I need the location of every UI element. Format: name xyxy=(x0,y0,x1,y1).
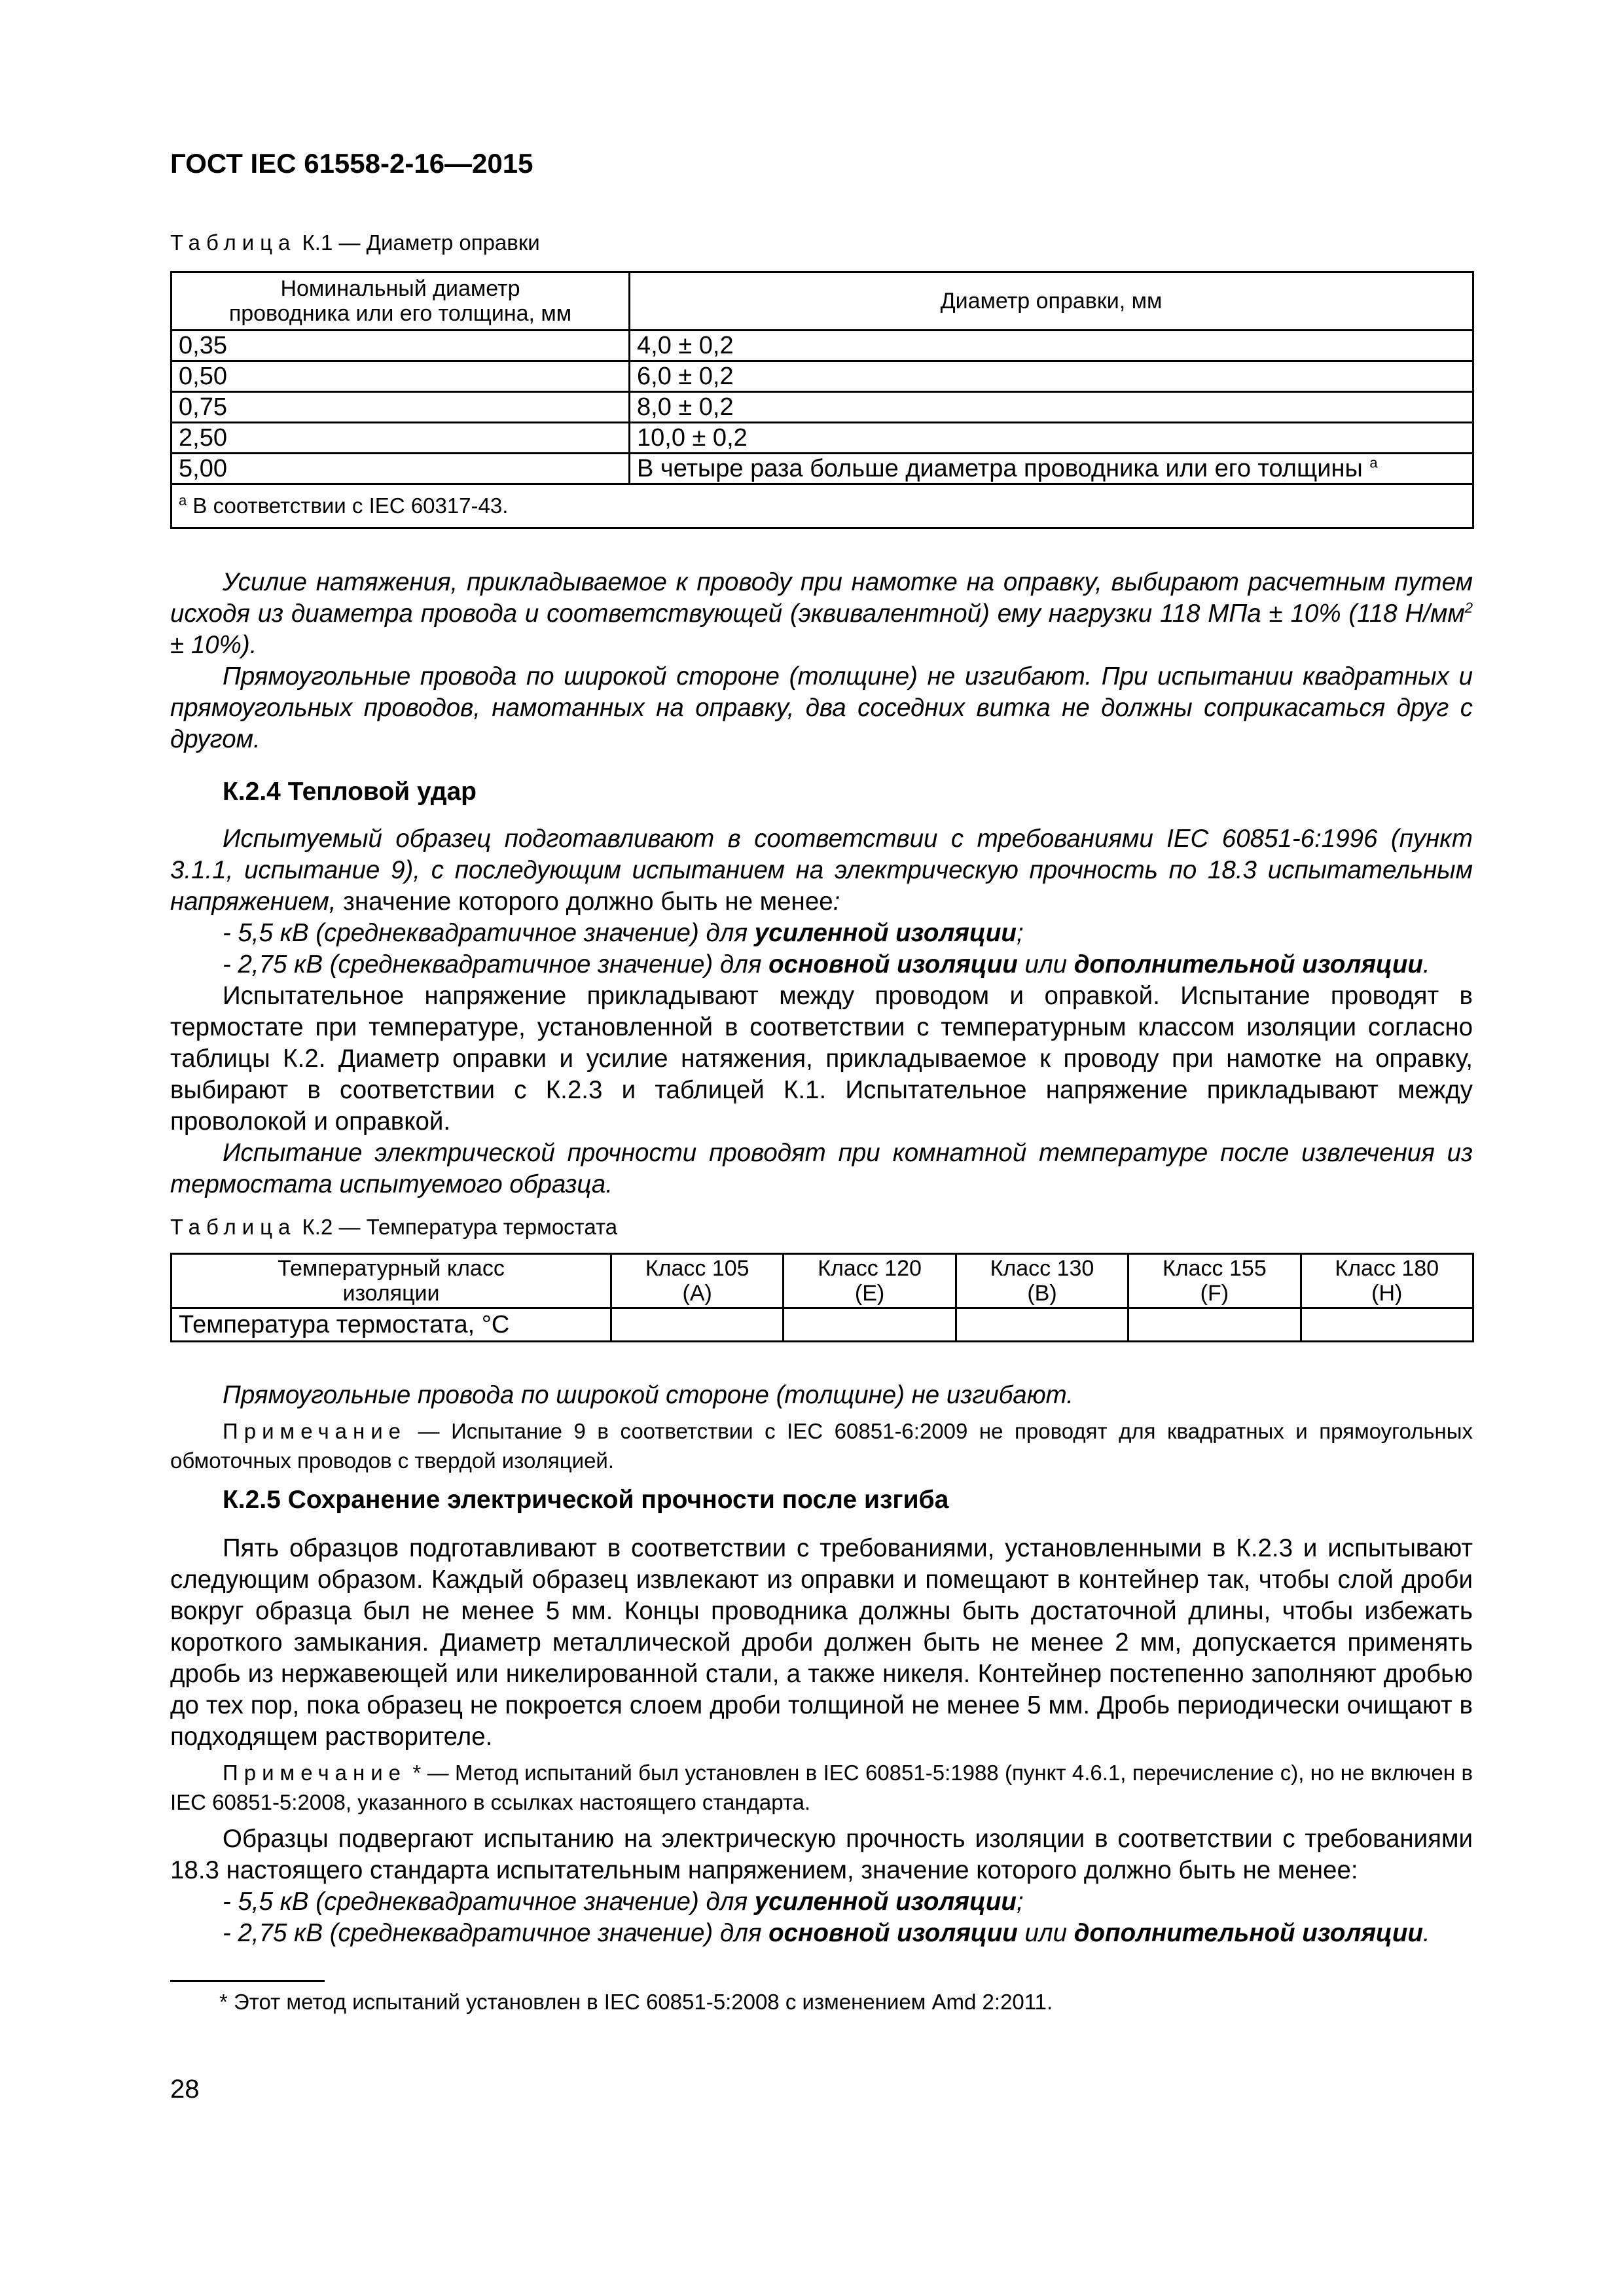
list-item: - 5,5 кВ (среднеквадратичное значение) для усиленной изоляции; xyxy=(223,1888,1024,1916)
table1-footnote: $^a$ В соответствии с IEC 60317-43. xyxy=(171,484,1473,528)
table-cell: 6,0 ± 0,2 xyxy=(630,361,1473,392)
list-item: - 2,75 кВ (среднеквадратичное значение) для основной изоляции или дополнительной изоляции. xyxy=(223,1919,1430,1947)
table2-header-class: Класс 105 (А) xyxy=(611,1254,784,1308)
table-row xyxy=(171,392,1473,423)
table-row xyxy=(171,1308,1473,1342)
paragraph-rectangular-wires: Прямоугольные провода по широкой стороне (толщине) не изгибают. При испытании квадратных и прямоугольных проводов, намотанных на оправку, два соседних витка не должны соприкасаться друг с другом. xyxy=(170,662,1473,753)
table-cell xyxy=(956,1308,1128,1342)
table2-header-class: Класс 130 (В) xyxy=(956,1254,1128,1308)
table-cell: 0,50 xyxy=(171,361,630,392)
table-row xyxy=(171,361,1473,392)
paragraph-k24-room-temp: Испытание электрической прочности проводят при комнатной температуре после извлечения из термостата испытуемого образца. xyxy=(170,1139,1473,1198)
footnote: * Этот метод испытаний установлен в IEC 60851-5:2008 с изменением Amd 2:2011. xyxy=(219,1990,1053,2014)
footnote-separator xyxy=(170,1980,325,1982)
list-item: - 5,5 кВ (среднеквадратичное значение) для усиленной изоляции; xyxy=(223,919,1024,947)
table1-header-col1: Номинальный диаметр проводника или его толщина, мм xyxy=(171,272,630,331)
table2-caption-word: Таблица xyxy=(170,1215,297,1239)
list-item: - 2,75 кВ (среднеквадратичное значение) для основной изоляции или дополнительной изоляции. xyxy=(223,950,1430,978)
table2-caption-title: К.2 — Температура термостата xyxy=(296,1215,618,1239)
table2-caption xyxy=(170,1215,617,1240)
paragraph-k24-intro: Испытуемый образец подготавливают в соответствии с требованиями IEC 60851-6:1996 (пункт 3.1.1, испытание 9), с последующим испытанием на электрическую прочность по 18.3 испытательным напряжением, значение которого должно быть не менее: xyxy=(170,825,1473,916)
table1-caption-word: Таблица xyxy=(170,230,297,255)
table-mandrel-diameter xyxy=(170,271,1474,529)
paragraph-tension-force: Усилие натяжения, прикладываемое к проводу при намотке на оправку, выбирают расчетным путем исходя из диаметра провода и соответствующей (эквивалентной) ему нагрузки 118 МПа ± 10% (118 $Н/мм^2 \pm 10\%$). xyxy=(170,568,1473,659)
table2-row-label: Температура термостата, °С xyxy=(171,1308,611,1342)
table1-caption xyxy=(170,230,540,255)
note-method: Примечание * — Метод испытаний был установлен в IEC 60851-5:1988 (пункт 4.6.1, перечисление с), но не включен в IEC 60851-5:2008, указанного в ссылках настоящего стандарта. xyxy=(170,1761,1473,1814)
table-thermostat-temperature xyxy=(170,1253,1474,1342)
section-heading-k24: К.2.4 Тепловой удар xyxy=(223,778,477,806)
table-cell xyxy=(784,1308,956,1342)
footnote-mark: a xyxy=(1369,454,1378,471)
table1-header-col2: Диаметр оправки, мм xyxy=(630,272,1473,331)
table-cell: 0,75 xyxy=(171,392,630,423)
paragraph-k25-test: Образцы подвергают испытанию на электрическую прочность изоляции в соответствии с требованиями 18.3 настоящего стандарта испытательным напряжением, значение которого должно быть не менее: xyxy=(170,1825,1473,1884)
table-cell: 5,00 xyxy=(171,454,630,484)
document-header: ГОСТ IEC 61558-2-16—2015 xyxy=(170,148,533,179)
table-cell: В четыре раза больше диаметра проводника или его толщины $^a$ xyxy=(630,454,1473,484)
section-heading-k25: К.2.5 Сохранение электрической прочности после изгиба xyxy=(223,1486,949,1514)
paragraph-k24-test: Испытательное напряжение прикладывают между проводом и оправкой. Испытание проводят в термостате при температуре, установленной в соответствии с температурным классом изоляции согласно таблицы К.2. Диаметр оправки и усилие натяжения, прикладываемое к проводу при намотке на оправку, выбирают в соответствии с К.2.3 и таблицей К.1. Испытательное напряжение прикладывают между проволокой и оправкой. xyxy=(170,982,1473,1136)
table-row xyxy=(171,423,1473,454)
table2-header-col1: Температурный класс изоляции xyxy=(171,1254,611,1308)
table1-caption-title: К.1 — Диаметр оправки xyxy=(296,230,540,255)
table-cell xyxy=(1128,1308,1301,1342)
note-test9: Примечание — Испытание 9 в соответствии с IEC 60851-6:2009 не проводят для квадратных и прямоугольных обмоточных проводов с твердой изоляцией. xyxy=(170,1419,1473,1473)
paragraph-k25-procedure: Пять образцов подготавливают в соответствии с требованиями, установленными в К.2.3 и испытывают следующим образом. Каждый образец извлекают из оправки и помещают в контейнер так, чтобы слой дроби вокруг образца был не менее 5 мм. Концы проводника должны быть достаточной длины, чтобы избежать короткого замыкания. Диаметр металлической дроби должен быть не менее 2 мм, допускается применять дробь из нержавеющей или никелированной стали, а также никеля. Контейнер постепенно заполняют дробью до тех пор, пока образец не покроется слоем дроби толщиной не менее 5 мм. Дробь периодически очищают в подходящем растворителе. xyxy=(170,1534,1473,1751)
table2-header-class: Класс 120 (Е) xyxy=(784,1254,956,1308)
table-cell: 10,0 ± 0,2 xyxy=(630,423,1473,454)
table2-header-class: Класс 180 (Н) xyxy=(1301,1254,1473,1308)
table-row xyxy=(171,454,1473,484)
table-cell: 4,0 ± 0,2 xyxy=(630,331,1473,361)
page-number: 28 xyxy=(170,2075,200,2104)
table-row xyxy=(171,331,1473,361)
table-cell xyxy=(611,1308,784,1342)
table-cell: 2,50 xyxy=(171,423,630,454)
table2-header-class: Класс 155 (F) xyxy=(1128,1254,1301,1308)
paragraph-rectangular-not-bent: Прямоугольные провода по широкой стороне (толщине) не изгибают. xyxy=(223,1381,1074,1409)
table-cell xyxy=(1301,1308,1473,1342)
table-cell: 0,35 xyxy=(171,331,630,361)
table-cell: 8,0 ± 0,2 xyxy=(630,392,1473,423)
